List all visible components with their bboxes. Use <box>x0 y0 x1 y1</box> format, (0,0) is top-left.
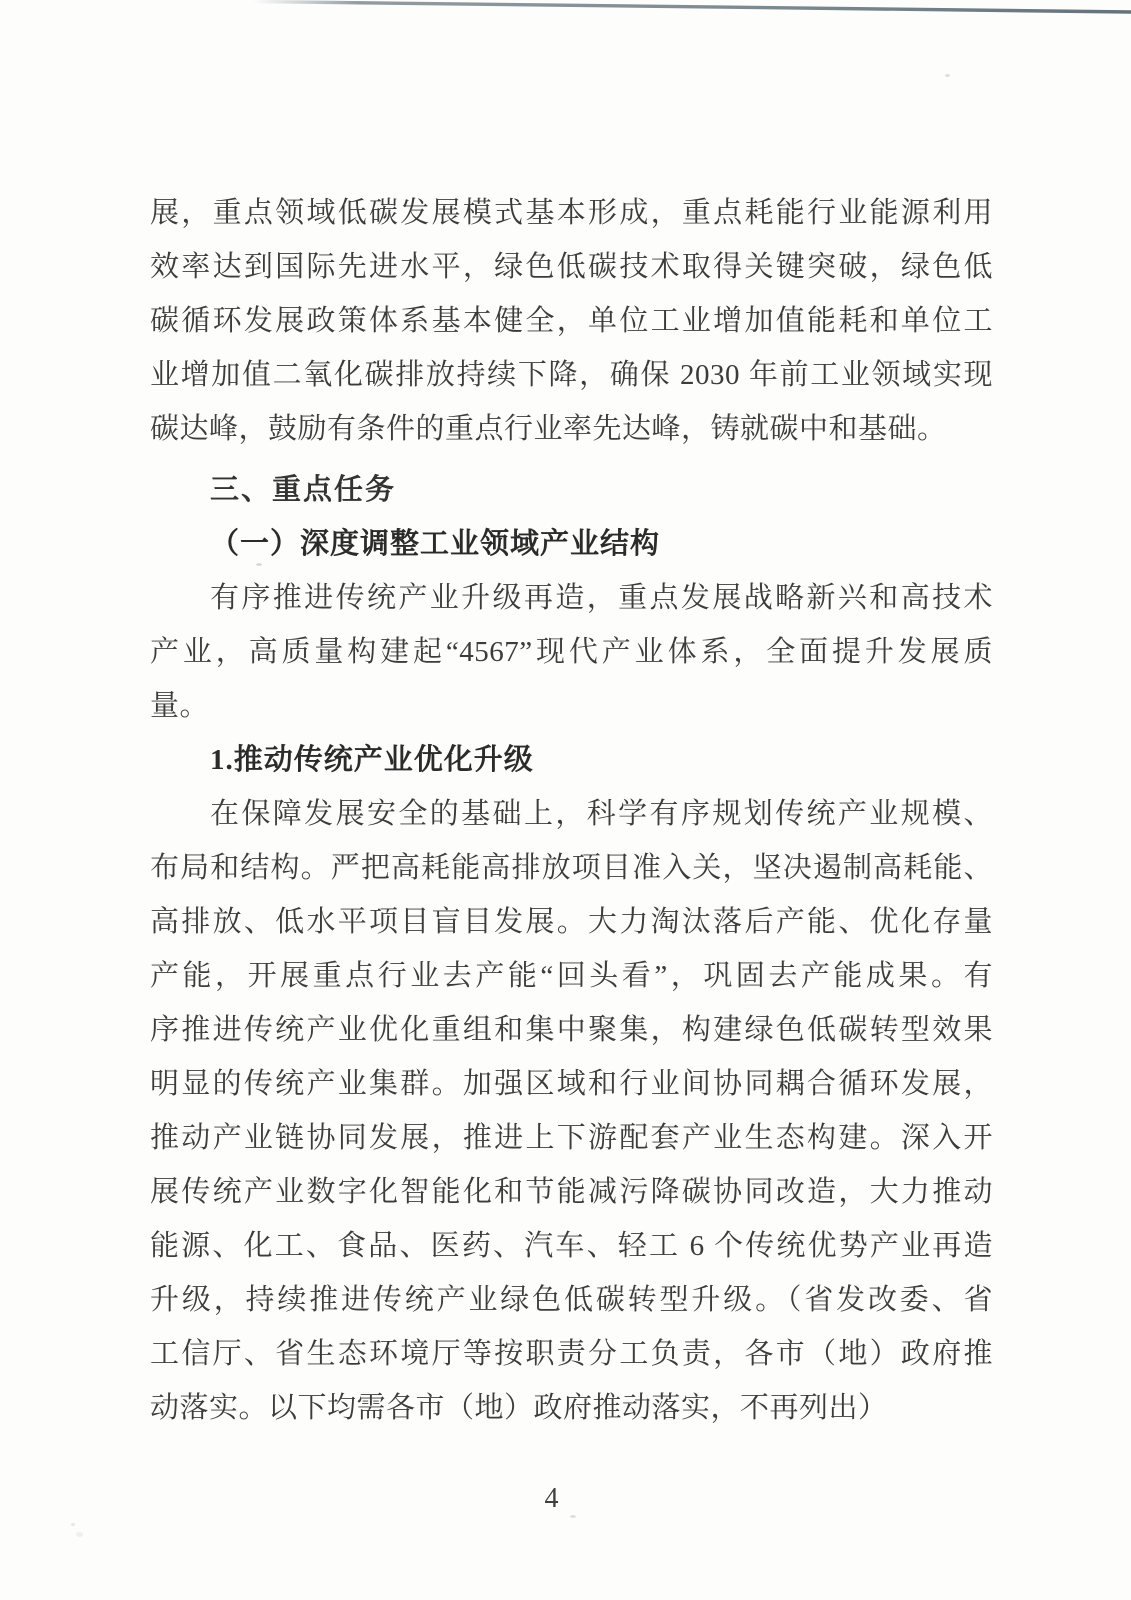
text-line: 工信厅、省生态环境厅等按职责分工负责，各市（地）政府推 <box>150 1338 993 1370</box>
text-line: 布局和结构。严把高耗能高排放项目准入关，坚决遏制高耗能、 <box>150 852 993 884</box>
text-line: 业增加值二氧化碳排放持续下降，确保 2030 年前工业领域实现 <box>150 359 993 391</box>
text-line: 序推进传统产业优化重组和集中聚集，构建绿色低碳转型效果 <box>150 1014 993 1046</box>
subsection-heading: （一）深度调整工业领域产业结构 <box>210 528 661 560</box>
text-line: 展，重点领域低碳发展模式基本形成，重点耗能行业能源利用 <box>150 197 993 229</box>
scan-artifact-line <box>0 0 1131 24</box>
scan-speck <box>945 74 950 77</box>
text-line: 有序推进传统产业升级再造，重点发展战略新兴和高技术 <box>210 582 993 614</box>
text-line: 推动产业链协同发展，推进上下游配套产业生态构建。深入开 <box>150 1122 993 1154</box>
item-heading: 1.推动传统产业优化升级 <box>210 744 534 776</box>
text-line: 动落实。以下均需各市（地）政府推动落实，不再列出） <box>150 1392 888 1424</box>
text-line: 升级，持续推进传统产业绿色低碳转型升级。（省发改委、省 <box>150 1284 993 1316</box>
document-body <box>150 186 993 1435</box>
text-line: 能源、化工、食品、医药、汽车、轻工 6 个传统优势产业再造 <box>150 1230 993 1262</box>
text-line: 效率达到国际先进水平，绿色低碳技术取得关键突破，绿色低 <box>150 251 993 283</box>
text-line: 展传统产业数字化智能化和节能减污降碳协同改造，大力推动 <box>150 1176 993 1208</box>
text-line: 碳达峰，鼓励有条件的重点行业率先达峰，铸就碳中和基础。 <box>150 413 947 445</box>
page-number: 4 <box>544 1483 559 1514</box>
scan-speck <box>76 1532 83 1537</box>
text-line: 产能，开展重点行业去产能“回头看”，巩固去产能成果。有 <box>150 960 993 992</box>
text-line: 在保障发展安全的基础上，科学有序规划传统产业规模、 <box>210 798 993 830</box>
text-line: 产业，高质量构建起“4567”现代产业体系，全面提升发展质 <box>150 636 993 668</box>
text-line: 明显的传统产业集群。加强区域和行业间协同耦合循环发展， <box>150 1068 993 1100</box>
text-line: 碳循环发展政策体系基本健全，单位工业增加值能耗和单位工 <box>150 305 993 337</box>
text-line: 量。 <box>150 690 210 722</box>
scan-speck <box>71 1523 75 1526</box>
section-heading: 三、重点任务 <box>210 474 397 506</box>
text-line: 高排放、低水平项目盲目发展。大力淘汰落后产能、优化存量 <box>150 906 993 938</box>
